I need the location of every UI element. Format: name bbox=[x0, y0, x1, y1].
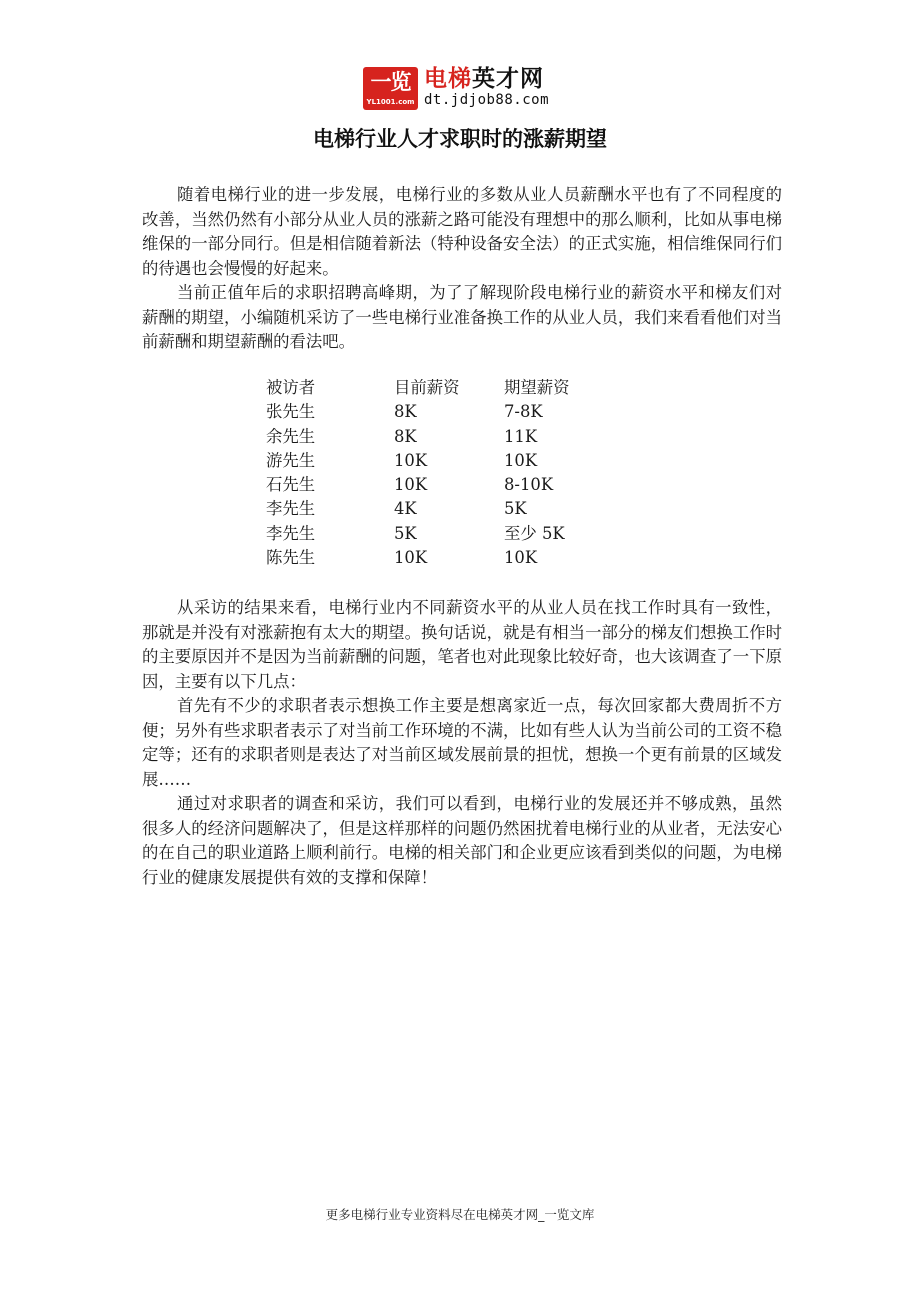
logo-brand-red: 电梯 bbox=[424, 66, 472, 92]
table-row bbox=[266, 400, 624, 424]
table-cell: 石先生 bbox=[266, 475, 316, 495]
table-row bbox=[266, 497, 624, 521]
table-cell: 10K bbox=[394, 450, 428, 470]
table-cell: 张先生 bbox=[266, 402, 316, 422]
table-cell: 游先生 bbox=[266, 450, 316, 470]
table-cell: 余先生 bbox=[266, 426, 316, 446]
table-cell: 8-10K bbox=[504, 475, 554, 495]
table-header-cell: 被访者 bbox=[266, 378, 316, 397]
paragraph-1: 随着电梯行业的进一步发展，电梯行业的多数从业人员薪酬水平也有了不同程度的改善，当然仍然有小部分从业人员的涨薪之路可能没有理想中的那么顺利，比如从事电梯维保的一部分同行。但是相信随着新法（特种设备安全法）的正式实施，相信维保同行们的待遇也会慢慢的好起来。 bbox=[142, 185, 782, 278]
logo-brand-name bbox=[424, 67, 549, 92]
table-cell: 8K bbox=[394, 426, 417, 446]
table-row bbox=[266, 522, 624, 546]
document-title: 电梯行业人才求职时的涨薪期望 bbox=[313, 127, 607, 151]
logo-badge-subtext: YL1001.com bbox=[366, 97, 415, 106]
table-row bbox=[266, 473, 624, 497]
table-header-row bbox=[266, 376, 624, 400]
table-cell: 7-8K bbox=[504, 402, 543, 422]
page-footer: 更多电梯行业专业资料尽在电梯英才网_一览文库 bbox=[325, 1207, 595, 1222]
table-cell: 陈先生 bbox=[266, 548, 316, 568]
table-cell: 8K bbox=[394, 402, 417, 422]
paragraph-3: 从采访的结果来看，电梯行业内不同薪资水平的从业人员在找工作时具有一致性，那就是并没有对涨薪抱有太大的期望。换句话说，就是有相当一部分的梯友们想换工作时的主要原因并不是因为当前薪酬的问题，笔者也对此现象比较好奇，也大该调查了一下原因，主要有以下几点： bbox=[142, 598, 782, 691]
table-cell: 10K bbox=[504, 450, 538, 470]
paragraph-4: 首先有不少的求职者表示想换工作主要是想离家近一点，每次回家都大费周折不方便；另外有些求职者表示了对当前工作环境的不满，比如有些人认为当前公司的工资不稳定等；还有的求职者则是表达了对当前区域发展前景的担忧，想换一个更有前景的区域发展…… bbox=[142, 696, 782, 789]
site-logo[interactable] bbox=[363, 66, 549, 110]
table-cell: 5K bbox=[504, 499, 527, 519]
logo-brand-black: 英才网 bbox=[472, 66, 544, 92]
paragraph-5: 通过对求职者的调查和采访，我们可以看到，电梯行业的发展还并不够成熟，虽然很多人的经济问题解决了，但是这样那样的问题仍然困扰着电梯行业的从业者，无法安心的在自己的职业道路上顺利前行。电梯的相关部门和企业更应该看到类似的问题，为电梯行业的健康发展提供有效的支撑和保障！ bbox=[142, 794, 782, 887]
table-header-cell: 目前薪资 bbox=[394, 378, 460, 397]
table-cell: 至少 5K bbox=[504, 523, 565, 543]
table-row bbox=[266, 449, 624, 473]
table-cell: 10K bbox=[394, 475, 428, 495]
table-cell: 5K bbox=[394, 523, 417, 543]
logo-url: dt.jdjob88.com bbox=[424, 92, 550, 108]
yilan-logo-badge bbox=[363, 67, 418, 110]
salary-table bbox=[266, 376, 624, 570]
paragraph-2: 当前正值年后的求职招聘高峰期，为了了解现阶段电梯行业的薪资水平和梯友们对薪酬的期望，小编随机采访了一些电梯行业准备换工作的从业人员，我们来看看他们对当前薪酬和期望薪酬的看法吧。 bbox=[142, 283, 782, 351]
table-cell: 4K bbox=[394, 499, 417, 519]
logo-badge-text: 一览 bbox=[370, 69, 411, 94]
table-cell: 李先生 bbox=[266, 523, 316, 543]
table-row bbox=[266, 425, 624, 449]
table-cell: 11K bbox=[504, 426, 538, 446]
table-cell: 10K bbox=[504, 548, 538, 568]
table-header-cell: 期望薪资 bbox=[504, 378, 570, 397]
table-cell: 10K bbox=[394, 548, 428, 568]
table-cell: 李先生 bbox=[266, 499, 316, 519]
logo-wordmark bbox=[424, 67, 549, 109]
table-row bbox=[266, 546, 624, 570]
